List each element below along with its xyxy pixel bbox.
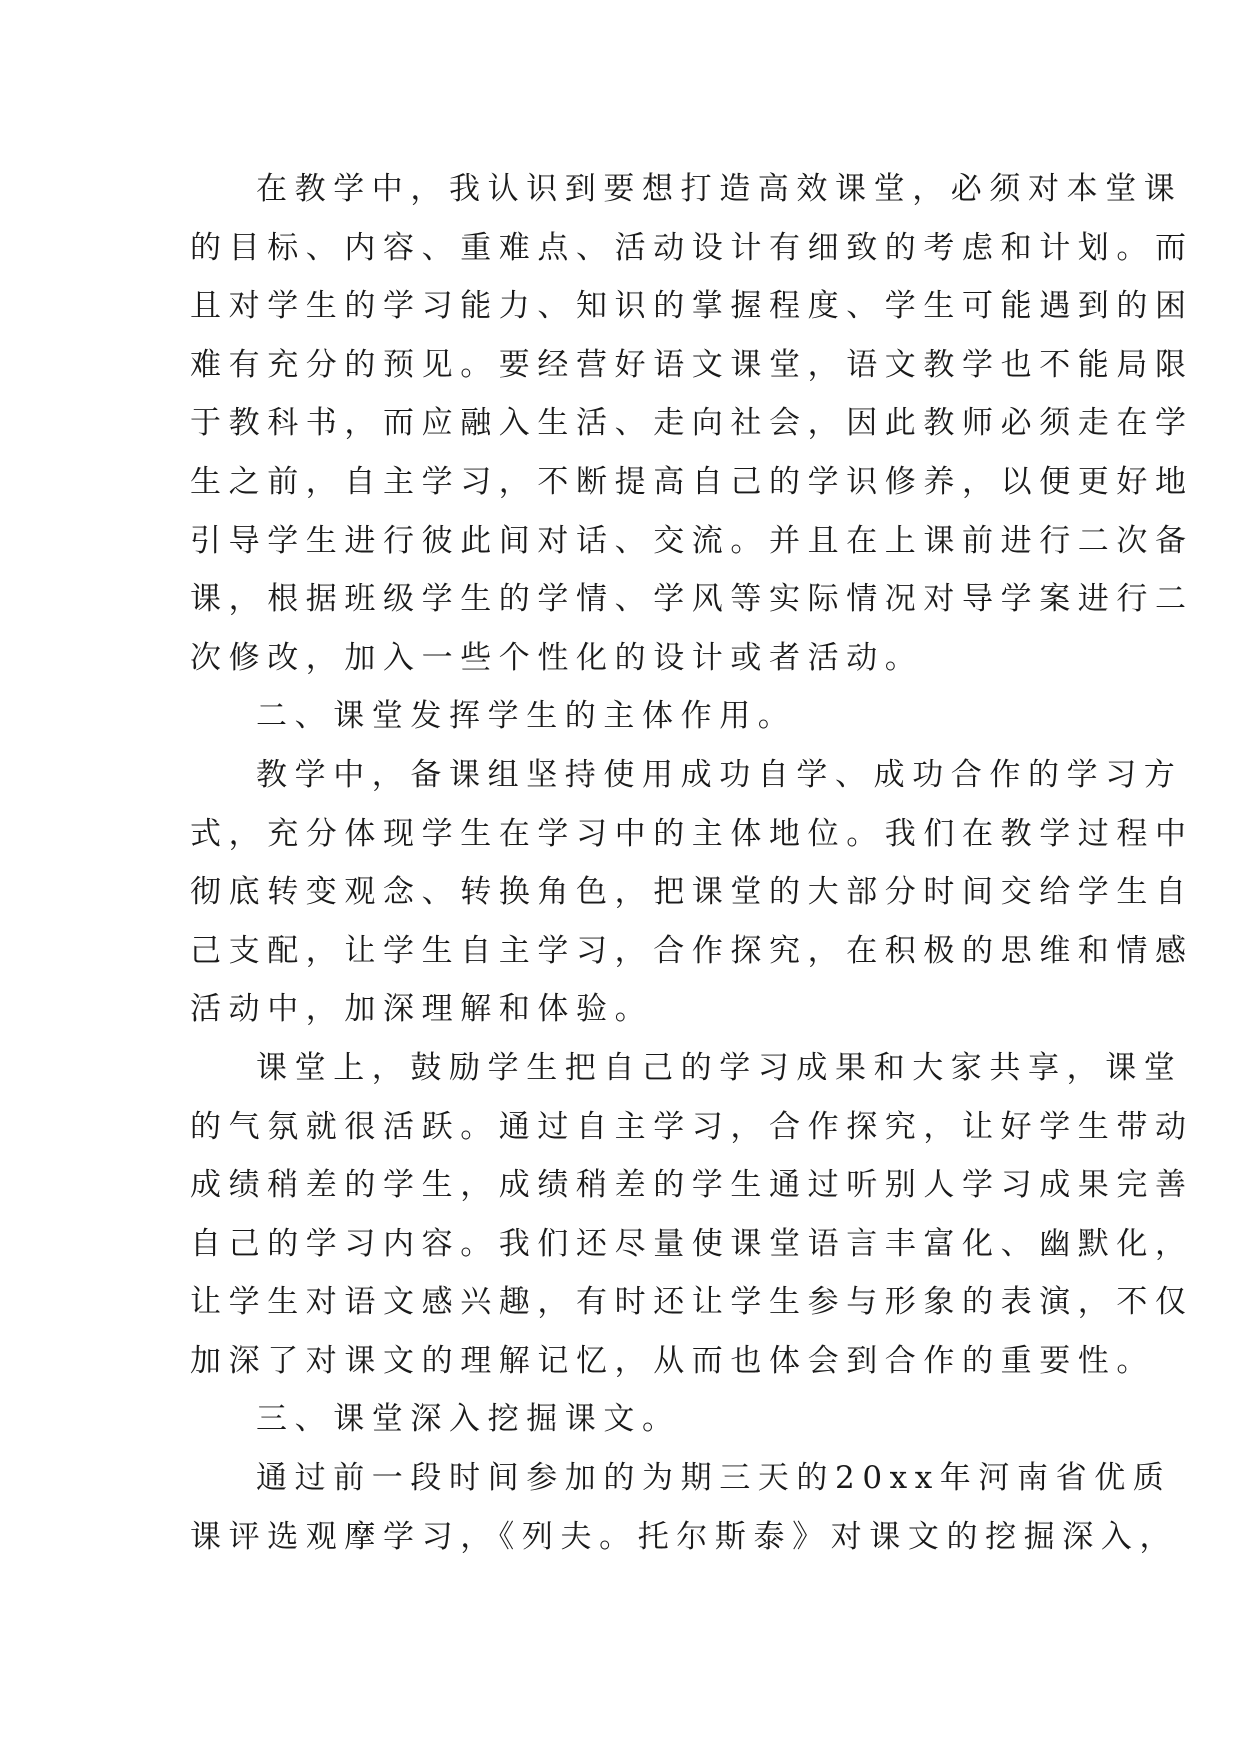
paragraph-line: 难有充分的预见。要经营好语文课堂，语文教学也不能局限 [190,346,1194,383]
paragraph-line: 通过前一段时间参加的为期三天的20xx年河南省优质 [256,1460,1172,1497]
section-heading: 二、课堂发挥学生的主体作用。 [256,698,797,735]
paragraph-line: 生之前，自主学习，不断提高自己的学识修养，以便更好地 [190,463,1194,500]
section-heading: 三、课堂深入挖掘课文。 [256,1401,681,1438]
paragraph-line: 己支配，让学生自主学习，合作探究，在积极的思维和情感 [190,932,1194,969]
paragraph-line: 课评选观摩学习，《列夫。托尔斯泰》对课文的挖掘深入， [190,1518,1179,1555]
paragraph-line: 式，充分体现学生在学习中的主体地位。我们在教学过程中 [190,815,1194,852]
paragraph-line: 教学中，备课组坚持使用成功自学、成功合作的学习方 [256,756,1183,793]
paragraph-line: 且对学生的学习能力、知识的掌握程度、学生可能遇到的困 [190,288,1194,325]
paragraph-line: 引导学生进行彼此间对话、交流。并且在上课前进行二次备 [190,522,1194,559]
paragraph-line: 加深了对课文的理解记忆，从而也体会到合作的重要性。 [190,1342,1155,1379]
paragraph-line: 活动中，加深理解和体验。 [190,991,654,1028]
paragraph-line: 的目标、内容、重难点、活动设计有细致的考虑和计划。而 [190,229,1194,266]
paragraph-line: 彻底转变观念、转换角色，把课堂的大部分时间交给学生自 [190,874,1194,911]
paragraph-line: 于教科书，而应融入生活、走向社会，因此教师必须走在学 [190,405,1194,442]
paragraph-line: 成绩稍差的学生，成绩稍差的学生通过听别人学习成果完善 [190,1167,1194,1204]
document-body [190,160,1194,1566]
paragraph-line: 的气氛就很活跃。通过自主学习，合作探究，让好学生带动 [190,1108,1194,1145]
paragraph-line: 课堂上，鼓励学生把自己的学习成果和大家共享，课堂 [256,1049,1183,1086]
paragraph-line: 次修改，加入一些个性化的设计或者活动。 [190,639,924,676]
paragraph-line: 自己的学习内容。我们还尽量使课堂语言丰富化、幽默化， [190,1225,1194,1262]
paragraph-line: 课，根据班级学生的学情、学风等实际情况对导学案进行二 [190,581,1194,618]
paragraph-line: 在教学中，我认识到要想打造高效课堂，必须对本堂课 [256,171,1183,207]
paragraph-line: 让学生对语文感兴趣，有时还让学生参与形象的表演，不仅 [190,1284,1194,1321]
